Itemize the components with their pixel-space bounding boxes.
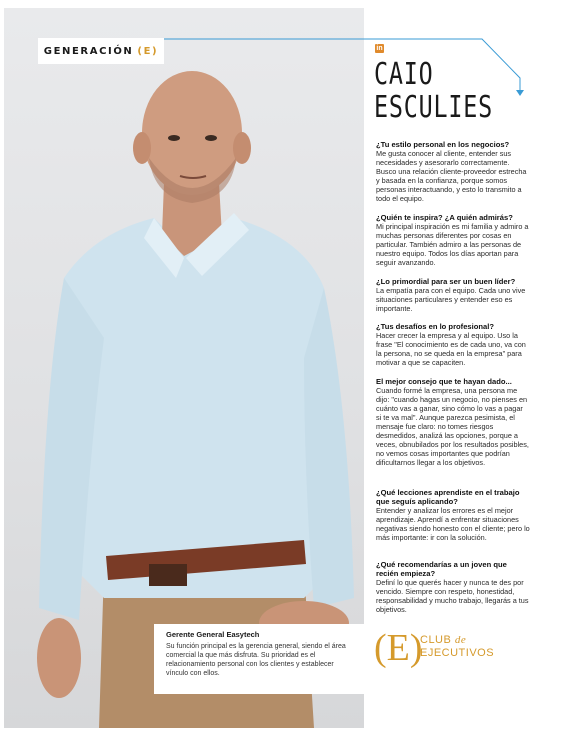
answer: Mi principal inspiración es mi familia y admiro a muchas personas diferentes por cosas en particular. También admiro a las personas de nuestro equipo. Todos los días aportan para seguir avanzando. — [376, 222, 529, 267]
answer: Hacer crecer la empresa y al equipo. Uso la frase "El conocimiento es de cada uno, va con la persona, no se queda en la empresa" para motivar a que se capaciten. — [376, 331, 526, 367]
person-illustration — [4, 8, 364, 728]
name-last: ESCULIES — [374, 90, 493, 125]
answer: Definí lo que querés hacer y nunca te des por vencido. Siempre con respeto, honestidad, responsabilidad y mucho trabajo, llegarás a tus objetivos. — [376, 578, 529, 614]
answer: Cuando formé la empresa, una persona me dijo: "cuando hagas un negocio, no pienses en cuánto vas a ganar, sino cómo lo vas a pagar si te va mal". Aunque parezca pesimista, el mensaje fue claro: no tomes riesgos desmedidos, analizá las opciones, porque a veces, obnubilados por los resultados posibles, no vemos cosas importantes que podrían dificultarnos llegar a los objetivos. — [376, 386, 529, 467]
section-label: GENERACIÓN — [43, 45, 134, 57]
club-text — [420, 634, 494, 660]
question: ¿Tus desafíos en lo profesional? — [376, 322, 494, 331]
qa-block — [376, 213, 530, 267]
profile-name — [374, 58, 499, 124]
question: El mejor consejo que te hayan dado... — [376, 377, 512, 386]
club-mark: (E) — [374, 627, 423, 669]
qa-block — [376, 377, 530, 467]
caption-title: Gerente General Easytech — [166, 630, 260, 639]
question: ¿Quién te inspira? ¿A quién admirás? — [376, 213, 513, 222]
question: ¿Qué lecciones aprendiste en el trabajo que seguís aplicando? — [376, 488, 520, 506]
linkedin-icon[interactable]: in — [376, 45, 383, 52]
name-first: CAIO — [374, 57, 434, 92]
club-ejecutivos: EJECUTIVOS — [420, 647, 495, 659]
qa-block — [376, 140, 530, 203]
section-tag: (E) — [137, 45, 159, 57]
question: ¿Tu estilo personal en los negocios? — [376, 140, 510, 149]
caption-box — [154, 624, 364, 694]
qa-block — [376, 488, 530, 542]
answer: Me gusta conocer al cliente, entender sus necesidades y asesorarlo correctamente. Busco una relación cliente-proveedor estrecha y basada en la confianza, porque somos personas interactuando, y esto lo transmito a todo el equipo. — [376, 149, 527, 203]
qa-block — [376, 560, 530, 614]
answer: Entender y analizar los errores es el mejor aprendizaje. Aprendí a enfrentar situaciones negativas siendo honesto con el cliente; pero lo más importante: ir con la solución. — [376, 506, 530, 542]
question: ¿Lo primordial para ser un buen líder? — [376, 277, 516, 286]
section-header — [38, 38, 164, 64]
answer: La empatía para con el equipo. Cada uno vive situaciones particulares y entender eso es importante. — [376, 286, 526, 313]
question: ¿Qué recomendarías a un joven que recién empieza? — [376, 560, 507, 578]
club-ejecutivos-logo — [374, 626, 524, 670]
caption-body: Su función principal es la gerencia general, siendo el área comercial la que más disfruta. Su prioridad es el relacionamiento personal con los clientes y establecer vínculo con ellos. — [166, 643, 346, 677]
qa-block — [376, 277, 530, 313]
qa-block — [376, 322, 530, 367]
club-word: CLUB — [420, 634, 452, 646]
portrait-photo — [4, 8, 364, 728]
club-de: de — [454, 634, 467, 646]
